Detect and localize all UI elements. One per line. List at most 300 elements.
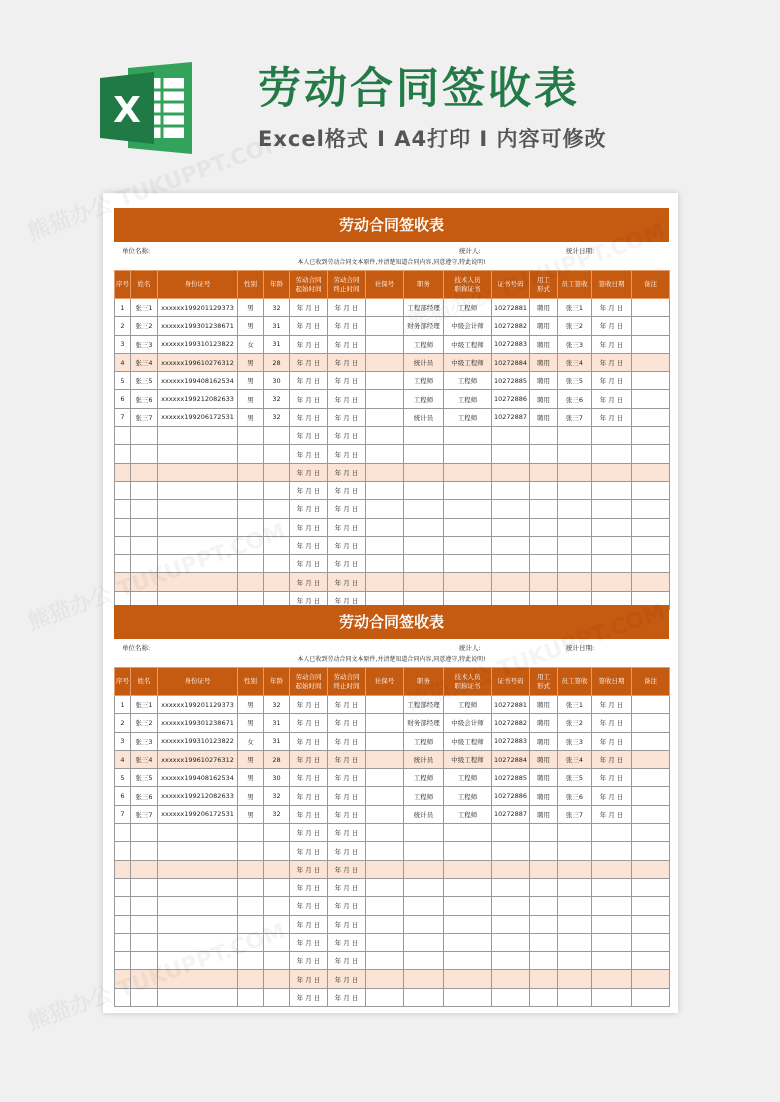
cell-id-number[interactable] <box>158 555 238 573</box>
cell-contract-end[interactable]: 年 月 日 <box>328 591 366 609</box>
cell-sign-date[interactable]: 年 月 日 <box>592 805 632 823</box>
cell-age[interactable] <box>264 970 290 988</box>
cell-age[interactable] <box>264 573 290 591</box>
cell-sign-date[interactable]: 年 月 日 <box>592 372 632 390</box>
cell-gender[interactable] <box>238 933 264 951</box>
cell-sign-date[interactable] <box>592 933 632 951</box>
cell-id-number[interactable]: xxxxxx199212082633 <box>158 390 238 408</box>
cell-gender[interactable] <box>238 860 264 878</box>
cell-id-number[interactable] <box>158 573 238 591</box>
cell-index[interactable]: 4 <box>115 353 131 371</box>
cell-social-security[interactable] <box>366 988 404 1006</box>
cell-remark[interactable] <box>632 518 670 536</box>
cell-signature[interactable] <box>558 536 592 554</box>
cell-cert-number[interactable]: 10272886 <box>492 390 530 408</box>
cell-index[interactable]: 1 <box>115 696 131 714</box>
cell-index[interactable] <box>115 915 131 933</box>
cell-contract-end[interactable]: 年 月 日 <box>328 353 366 371</box>
cell-name[interactable] <box>131 500 158 518</box>
cell-cert-number[interactable] <box>492 536 530 554</box>
cell-cert[interactable] <box>444 518 492 536</box>
cell-gender[interactable] <box>238 878 264 896</box>
cell-gender[interactable] <box>238 970 264 988</box>
cell-id-number[interactable] <box>158 842 238 860</box>
cell-employment-type[interactable] <box>530 988 558 1006</box>
cell-remark[interactable] <box>632 317 670 335</box>
cell-cert[interactable]: 中级工程师 <box>444 750 492 768</box>
cell-contract-start[interactable]: 年 月 日 <box>290 915 328 933</box>
cell-contract-start[interactable]: 年 月 日 <box>290 500 328 518</box>
cell-name[interactable] <box>131 897 158 915</box>
cell-cert[interactable] <box>444 933 492 951</box>
cell-cert-number[interactable] <box>492 518 530 536</box>
cell-sign-date[interactable] <box>592 555 632 573</box>
cell-name[interactable] <box>131 536 158 554</box>
cell-signature[interactable] <box>558 555 592 573</box>
cell-contract-start[interactable]: 年 月 日 <box>290 787 328 805</box>
cell-employment-type[interactable]: 聘用 <box>530 335 558 353</box>
cell-cert[interactable]: 工程师 <box>444 372 492 390</box>
cell-gender[interactable]: 男 <box>238 805 264 823</box>
cell-name[interactable]: 张三4 <box>131 750 158 768</box>
cell-contract-start[interactable]: 年 月 日 <box>290 536 328 554</box>
cell-sign-date[interactable] <box>592 915 632 933</box>
cell-signature[interactable]: 张三7 <box>558 408 592 426</box>
cell-position[interactable] <box>404 500 444 518</box>
cell-age[interactable]: 30 <box>264 769 290 787</box>
cell-cert-number[interactable]: 10272886 <box>492 787 530 805</box>
cell-sign-date[interactable]: 年 月 日 <box>592 390 632 408</box>
cell-name[interactable]: 张三6 <box>131 390 158 408</box>
cell-sign-date[interactable] <box>592 952 632 970</box>
cell-gender[interactable]: 女 <box>238 335 264 353</box>
cell-index[interactable] <box>115 824 131 842</box>
cell-sign-date[interactable]: 年 月 日 <box>592 335 632 353</box>
cell-signature[interactable] <box>558 988 592 1006</box>
cell-contract-end[interactable]: 年 月 日 <box>328 732 366 750</box>
cell-cert-number[interactable] <box>492 842 530 860</box>
cell-contract-start[interactable]: 年 月 日 <box>290 769 328 787</box>
cell-social-security[interactable] <box>366 573 404 591</box>
cell-id-number[interactable]: xxxxxx199610276312 <box>158 750 238 768</box>
cell-remark[interactable] <box>632 805 670 823</box>
cell-employment-type[interactable]: 聘用 <box>530 714 558 732</box>
cell-contract-end[interactable]: 年 月 日 <box>328 878 366 896</box>
cell-contract-end[interactable]: 年 月 日 <box>328 915 366 933</box>
cell-signature[interactable]: 张三5 <box>558 372 592 390</box>
cell-position[interactable]: 统计员 <box>404 408 444 426</box>
cell-age[interactable] <box>264 463 290 481</box>
cell-signature[interactable] <box>558 897 592 915</box>
cell-contract-end[interactable]: 年 月 日 <box>328 750 366 768</box>
cell-cert[interactable] <box>444 573 492 591</box>
cell-gender[interactable] <box>238 536 264 554</box>
cell-employment-type[interactable]: 聘用 <box>530 317 558 335</box>
cell-social-security[interactable] <box>366 335 404 353</box>
cell-social-security[interactable] <box>366 878 404 896</box>
cell-id-number[interactable] <box>158 897 238 915</box>
cell-id-number[interactable] <box>158 915 238 933</box>
cell-position[interactable]: 统计员 <box>404 750 444 768</box>
cell-cert-number[interactable]: 10272881 <box>492 696 530 714</box>
cell-contract-end[interactable]: 年 月 日 <box>328 696 366 714</box>
cell-gender[interactable]: 男 <box>238 769 264 787</box>
cell-index[interactable]: 2 <box>115 317 131 335</box>
cell-signature[interactable] <box>558 427 592 445</box>
cell-age[interactable] <box>264 481 290 499</box>
cell-position[interactable]: 工程部经理 <box>404 696 444 714</box>
cell-name[interactable] <box>131 481 158 499</box>
cell-name[interactable]: 张三5 <box>131 372 158 390</box>
cell-index[interactable] <box>115 860 131 878</box>
cell-position[interactable]: 统计员 <box>404 805 444 823</box>
cell-sign-date[interactable] <box>592 463 632 481</box>
cell-age[interactable] <box>264 897 290 915</box>
cell-position[interactable]: 工程师 <box>404 787 444 805</box>
cell-name[interactable] <box>131 842 158 860</box>
cell-cert[interactable]: 工程师 <box>444 787 492 805</box>
cell-contract-end[interactable]: 年 月 日 <box>328 335 366 353</box>
cell-name[interactable] <box>131 445 158 463</box>
cell-cert[interactable]: 工程师 <box>444 390 492 408</box>
cell-social-security[interactable] <box>366 555 404 573</box>
cell-remark[interactable] <box>632 988 670 1006</box>
cell-gender[interactable]: 男 <box>238 372 264 390</box>
cell-cert[interactable]: 中级工程师 <box>444 335 492 353</box>
cell-gender[interactable]: 男 <box>238 299 264 317</box>
cell-signature[interactable] <box>558 933 592 951</box>
cell-social-security[interactable] <box>366 696 404 714</box>
cell-id-number[interactable]: xxxxxx199610276312 <box>158 353 238 371</box>
cell-cert[interactable] <box>444 463 492 481</box>
cell-sign-date[interactable] <box>592 842 632 860</box>
cell-id-number[interactable]: xxxxxx199310123822 <box>158 335 238 353</box>
cell-remark[interactable] <box>632 933 670 951</box>
cell-social-security[interactable] <box>366 842 404 860</box>
cell-employment-type[interactable]: 聘用 <box>530 805 558 823</box>
cell-cert[interactable]: 工程师 <box>444 769 492 787</box>
cell-cert-number[interactable]: 10272881 <box>492 299 530 317</box>
cell-signature[interactable] <box>558 500 592 518</box>
cell-age[interactable]: 28 <box>264 750 290 768</box>
cell-index[interactable]: 3 <box>115 732 131 750</box>
cell-employment-type[interactable]: 聘用 <box>530 750 558 768</box>
cell-sign-date[interactable]: 年 月 日 <box>592 408 632 426</box>
cell-position[interactable] <box>404 463 444 481</box>
cell-cert[interactable]: 中级工程师 <box>444 732 492 750</box>
cell-employment-type[interactable]: 聘用 <box>530 696 558 714</box>
cell-position[interactable] <box>404 988 444 1006</box>
cell-age[interactable]: 32 <box>264 805 290 823</box>
cell-position[interactable]: 工程师 <box>404 372 444 390</box>
cell-employment-type[interactable]: 聘用 <box>530 732 558 750</box>
cell-gender[interactable] <box>238 988 264 1006</box>
cell-cert[interactable]: 工程师 <box>444 696 492 714</box>
cell-gender[interactable] <box>238 842 264 860</box>
cell-social-security[interactable] <box>366 933 404 951</box>
cell-sign-date[interactable] <box>592 481 632 499</box>
cell-name[interactable] <box>131 463 158 481</box>
cell-id-number[interactable]: xxxxxx199201129373 <box>158 299 238 317</box>
cell-position[interactable] <box>404 445 444 463</box>
cell-social-security[interactable] <box>366 536 404 554</box>
cell-age[interactable] <box>264 842 290 860</box>
cell-name[interactable]: 张三5 <box>131 769 158 787</box>
cell-index[interactable] <box>115 555 131 573</box>
cell-id-number[interactable] <box>158 988 238 1006</box>
cell-index[interactable] <box>115 933 131 951</box>
cell-remark[interactable] <box>632 573 670 591</box>
cell-signature[interactable]: 张三2 <box>558 714 592 732</box>
cell-contract-end[interactable]: 年 月 日 <box>328 390 366 408</box>
cell-position[interactable] <box>404 970 444 988</box>
cell-gender[interactable]: 男 <box>238 353 264 371</box>
cell-employment-type[interactable] <box>530 481 558 499</box>
cell-sign-date[interactable] <box>592 970 632 988</box>
cell-index[interactable]: 6 <box>115 390 131 408</box>
cell-remark[interactable] <box>632 696 670 714</box>
cell-name[interactable]: 张三1 <box>131 299 158 317</box>
cell-cert[interactable]: 工程师 <box>444 299 492 317</box>
cell-contract-end[interactable]: 年 月 日 <box>328 408 366 426</box>
cell-gender[interactable]: 男 <box>238 390 264 408</box>
cell-signature[interactable] <box>558 952 592 970</box>
cell-cert[interactable]: 工程师 <box>444 408 492 426</box>
cell-social-security[interactable] <box>366 481 404 499</box>
cell-age[interactable] <box>264 878 290 896</box>
cell-signature[interactable] <box>558 915 592 933</box>
cell-social-security[interactable] <box>366 445 404 463</box>
cell-cert[interactable] <box>444 860 492 878</box>
cell-cert[interactable] <box>444 824 492 842</box>
cell-employment-type[interactable] <box>530 860 558 878</box>
cell-sign-date[interactable] <box>592 573 632 591</box>
cell-age[interactable]: 31 <box>264 732 290 750</box>
cell-position[interactable]: 工程师 <box>404 769 444 787</box>
cell-remark[interactable] <box>632 463 670 481</box>
cell-cert-number[interactable]: 10272885 <box>492 372 530 390</box>
cell-contract-start[interactable]: 年 月 日 <box>290 952 328 970</box>
cell-age[interactable]: 28 <box>264 353 290 371</box>
cell-contract-end[interactable]: 年 月 日 <box>328 500 366 518</box>
cell-signature[interactable] <box>558 518 592 536</box>
cell-cert[interactable] <box>444 536 492 554</box>
cell-age[interactable] <box>264 445 290 463</box>
cell-contract-start[interactable]: 年 月 日 <box>290 445 328 463</box>
cell-employment-type[interactable]: 聘用 <box>530 299 558 317</box>
cell-id-number[interactable]: xxxxxx199301238671 <box>158 714 238 732</box>
cell-sign-date[interactable] <box>592 897 632 915</box>
cell-id-number[interactable]: xxxxxx199310123822 <box>158 732 238 750</box>
cell-social-security[interactable] <box>366 805 404 823</box>
cell-contract-start[interactable]: 年 月 日 <box>290 878 328 896</box>
cell-cert-number[interactable] <box>492 878 530 896</box>
cell-cert-number[interactable]: 10272887 <box>492 408 530 426</box>
cell-position[interactable] <box>404 518 444 536</box>
cell-remark[interactable] <box>632 915 670 933</box>
cell-signature[interactable] <box>558 824 592 842</box>
cell-sign-date[interactable] <box>592 988 632 1006</box>
cell-cert-number[interactable] <box>492 500 530 518</box>
cell-remark[interactable] <box>632 860 670 878</box>
cell-id-number[interactable] <box>158 952 238 970</box>
cell-age[interactable]: 31 <box>264 335 290 353</box>
cell-social-security[interactable] <box>366 897 404 915</box>
cell-social-security[interactable] <box>366 353 404 371</box>
cell-name[interactable] <box>131 860 158 878</box>
cell-sign-date[interactable] <box>592 445 632 463</box>
cell-name[interactable]: 张三3 <box>131 732 158 750</box>
cell-contract-end[interactable]: 年 月 日 <box>328 555 366 573</box>
cell-gender[interactable] <box>238 952 264 970</box>
cell-age[interactable]: 31 <box>264 317 290 335</box>
cell-contract-end[interactable]: 年 月 日 <box>328 518 366 536</box>
cell-remark[interactable] <box>632 335 670 353</box>
cell-age[interactable] <box>264 988 290 1006</box>
cell-employment-type[interactable] <box>530 555 558 573</box>
cell-position[interactable]: 财务部经理 <box>404 317 444 335</box>
cell-remark[interactable] <box>632 353 670 371</box>
cell-contract-start[interactable]: 年 月 日 <box>290 696 328 714</box>
cell-social-security[interactable] <box>366 732 404 750</box>
cell-sign-date[interactable]: 年 月 日 <box>592 317 632 335</box>
cell-contract-end[interactable]: 年 月 日 <box>328 427 366 445</box>
cell-contract-end[interactable]: 年 月 日 <box>328 805 366 823</box>
cell-contract-start[interactable]: 年 月 日 <box>290 970 328 988</box>
cell-age[interactable] <box>264 518 290 536</box>
cell-contract-end[interactable]: 年 月 日 <box>328 842 366 860</box>
cell-gender[interactable] <box>238 445 264 463</box>
cell-signature[interactable]: 张三4 <box>558 353 592 371</box>
cell-position[interactable] <box>404 842 444 860</box>
cell-cert[interactable] <box>444 842 492 860</box>
cell-contract-start[interactable]: 年 月 日 <box>290 805 328 823</box>
cell-signature[interactable]: 张三6 <box>558 787 592 805</box>
cell-gender[interactable] <box>238 824 264 842</box>
cell-signature[interactable] <box>558 463 592 481</box>
cell-remark[interactable] <box>632 427 670 445</box>
cell-remark[interactable] <box>632 897 670 915</box>
cell-gender[interactable]: 男 <box>238 696 264 714</box>
cell-sign-date[interactable]: 年 月 日 <box>592 769 632 787</box>
cell-cert-number[interactable]: 10272883 <box>492 732 530 750</box>
cell-signature[interactable] <box>558 860 592 878</box>
cell-name[interactable] <box>131 933 158 951</box>
cell-age[interactable] <box>264 915 290 933</box>
cell-gender[interactable] <box>238 897 264 915</box>
cell-position[interactable] <box>404 897 444 915</box>
cell-sign-date[interactable]: 年 月 日 <box>592 787 632 805</box>
cell-gender[interactable] <box>238 500 264 518</box>
cell-remark[interactable] <box>632 787 670 805</box>
cell-id-number[interactable]: xxxxxx199212082633 <box>158 787 238 805</box>
cell-social-security[interactable] <box>366 427 404 445</box>
cell-name[interactable] <box>131 518 158 536</box>
cell-name[interactable]: 张三2 <box>131 714 158 732</box>
cell-remark[interactable] <box>632 878 670 896</box>
cell-position[interactable]: 工程师 <box>404 390 444 408</box>
cell-contract-start[interactable]: 年 月 日 <box>290 518 328 536</box>
cell-index[interactable] <box>115 897 131 915</box>
cell-position[interactable] <box>404 860 444 878</box>
cell-id-number[interactable] <box>158 536 238 554</box>
cell-index[interactable] <box>115 952 131 970</box>
cell-signature[interactable]: 张三4 <box>558 750 592 768</box>
cell-sign-date[interactable] <box>592 536 632 554</box>
cell-index[interactable] <box>115 518 131 536</box>
cell-contract-start[interactable]: 年 月 日 <box>290 842 328 860</box>
cell-cert[interactable]: 中级会计师 <box>444 714 492 732</box>
cell-name[interactable] <box>131 427 158 445</box>
cell-contract-end[interactable]: 年 月 日 <box>328 988 366 1006</box>
cell-index[interactable] <box>115 481 131 499</box>
cell-contract-start[interactable]: 年 月 日 <box>290 988 328 1006</box>
cell-id-number[interactable]: xxxxxx199408162534 <box>158 372 238 390</box>
cell-signature[interactable] <box>558 481 592 499</box>
cell-sign-date[interactable]: 年 月 日 <box>592 299 632 317</box>
cell-position[interactable]: 工程部经理 <box>404 299 444 317</box>
cell-name[interactable] <box>131 555 158 573</box>
cell-name[interactable]: 张三6 <box>131 787 158 805</box>
cell-signature[interactable] <box>558 878 592 896</box>
cell-signature[interactable] <box>558 970 592 988</box>
cell-sign-date[interactable] <box>592 518 632 536</box>
cell-social-security[interactable] <box>366 787 404 805</box>
cell-employment-type[interactable]: 聘用 <box>530 787 558 805</box>
cell-contract-end[interactable]: 年 月 日 <box>328 897 366 915</box>
cell-id-number[interactable] <box>158 427 238 445</box>
cell-social-security[interactable] <box>366 500 404 518</box>
cell-name[interactable]: 张三3 <box>131 335 158 353</box>
cell-contract-end[interactable]: 年 月 日 <box>328 714 366 732</box>
cell-position[interactable] <box>404 878 444 896</box>
cell-contract-start[interactable]: 年 月 日 <box>290 897 328 915</box>
cell-gender[interactable]: 女 <box>238 732 264 750</box>
cell-signature[interactable]: 张三1 <box>558 299 592 317</box>
cell-contract-start[interactable]: 年 月 日 <box>290 591 328 609</box>
cell-sign-date[interactable] <box>592 500 632 518</box>
cell-contract-start[interactable]: 年 月 日 <box>290 824 328 842</box>
cell-index[interactable]: 7 <box>115 805 131 823</box>
cell-cert-number[interactable] <box>492 988 530 1006</box>
cell-cert-number[interactable]: 10272885 <box>492 769 530 787</box>
cell-contract-start[interactable]: 年 月 日 <box>290 750 328 768</box>
cell-remark[interactable] <box>632 299 670 317</box>
cell-gender[interactable]: 男 <box>238 408 264 426</box>
cell-position[interactable] <box>404 536 444 554</box>
cell-position[interactable] <box>404 933 444 951</box>
cell-contract-end[interactable]: 年 月 日 <box>328 933 366 951</box>
cell-id-number[interactable] <box>158 824 238 842</box>
cell-cert-number[interactable] <box>492 427 530 445</box>
cell-age[interactable]: 32 <box>264 408 290 426</box>
cell-contract-end[interactable]: 年 月 日 <box>328 970 366 988</box>
cell-cert-number[interactable] <box>492 463 530 481</box>
cell-sign-date[interactable]: 年 月 日 <box>592 750 632 768</box>
cell-social-security[interactable] <box>366 952 404 970</box>
cell-sign-date[interactable] <box>592 824 632 842</box>
cell-id-number[interactable]: xxxxxx199201129373 <box>158 696 238 714</box>
cell-social-security[interactable] <box>366 769 404 787</box>
cell-index[interactable] <box>115 842 131 860</box>
cell-contract-end[interactable]: 年 月 日 <box>328 372 366 390</box>
cell-contract-start[interactable]: 年 月 日 <box>290 463 328 481</box>
cell-social-security[interactable] <box>366 317 404 335</box>
cell-contract-end[interactable]: 年 月 日 <box>328 860 366 878</box>
cell-remark[interactable] <box>632 750 670 768</box>
cell-index[interactable]: 6 <box>115 787 131 805</box>
cell-position[interactable]: 统计员 <box>404 353 444 371</box>
